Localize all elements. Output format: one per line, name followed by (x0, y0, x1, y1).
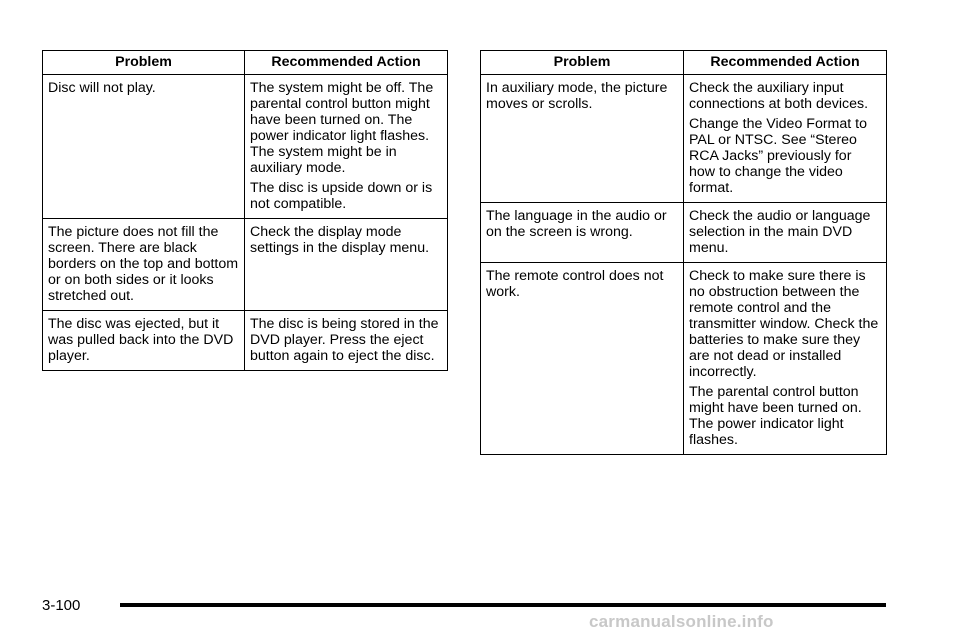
table-header-row (481, 51, 887, 75)
action-paragraph: Check to make sure there is no obstruction between the remote control and the transmitter window. Check the batteries to make sure they are not dead or installed incorrectly. (689, 268, 879, 380)
action-paragraph: The parental control button might have been turned on. The power indicator light flashes. (689, 384, 862, 448)
header-recommended-action: Recommended Action (245, 51, 448, 75)
problem-cell: The remote control does not work. (481, 263, 684, 455)
action-paragraph: The disc is upside down or is not compatible. (250, 180, 433, 212)
action-paragraph: Check the display mode settings in the display menu. (250, 224, 430, 256)
action-cell (245, 311, 448, 371)
troubleshooting-table-left (42, 50, 448, 371)
action-cell (684, 263, 887, 455)
table-header-row (43, 51, 448, 75)
table-row (481, 203, 887, 263)
action-paragraph: The system might be off. The parental control button might have been turned on. The power indicator light flashes. The system might be in auxiliary mode. (250, 80, 434, 176)
problem-cell: In auxiliary mode, the picture moves or scrolls. (481, 75, 684, 203)
watermark: carmanualsonline.info (589, 612, 774, 631)
action-paragraph: Change the Video Format to PAL or NTSC. See “Stereo RCA Jacks” previously for how to change the video format. (689, 116, 867, 196)
problem-cell: The disc was ejected, but it was pulled back into the DVD player. (43, 311, 245, 371)
troubleshooting-table-right (480, 50, 887, 455)
problem-cell: The picture does not fill the screen. There are black borders on the top and bottom or on both sides or it looks stretched out. (43, 219, 245, 311)
table-row (43, 219, 448, 311)
table-row (481, 263, 887, 455)
header-problem: Problem (43, 51, 245, 75)
problem-cell: The language in the audio or on the screen is wrong. (481, 203, 684, 263)
header-problem: Problem (481, 51, 684, 75)
action-paragraph: Check the auxiliary input connections at both devices. (689, 80, 869, 112)
action-cell (245, 219, 448, 311)
action-cell (684, 75, 887, 203)
header-recommended-action: Recommended Action (684, 51, 887, 75)
action-cell (684, 203, 887, 263)
action-cell (245, 75, 448, 219)
table-row (481, 75, 887, 203)
problem-cell: Disc will not play. (43, 75, 245, 219)
action-paragraph: Check the audio or language selection in the main DVD menu. (689, 208, 871, 256)
footer-rule (120, 603, 886, 607)
table-row (43, 311, 448, 371)
action-paragraph: The disc is being stored in the DVD player. Press the eject button again to eject the disc. (250, 316, 439, 364)
table-row (43, 75, 448, 219)
page-number: 3-100 (42, 597, 81, 614)
